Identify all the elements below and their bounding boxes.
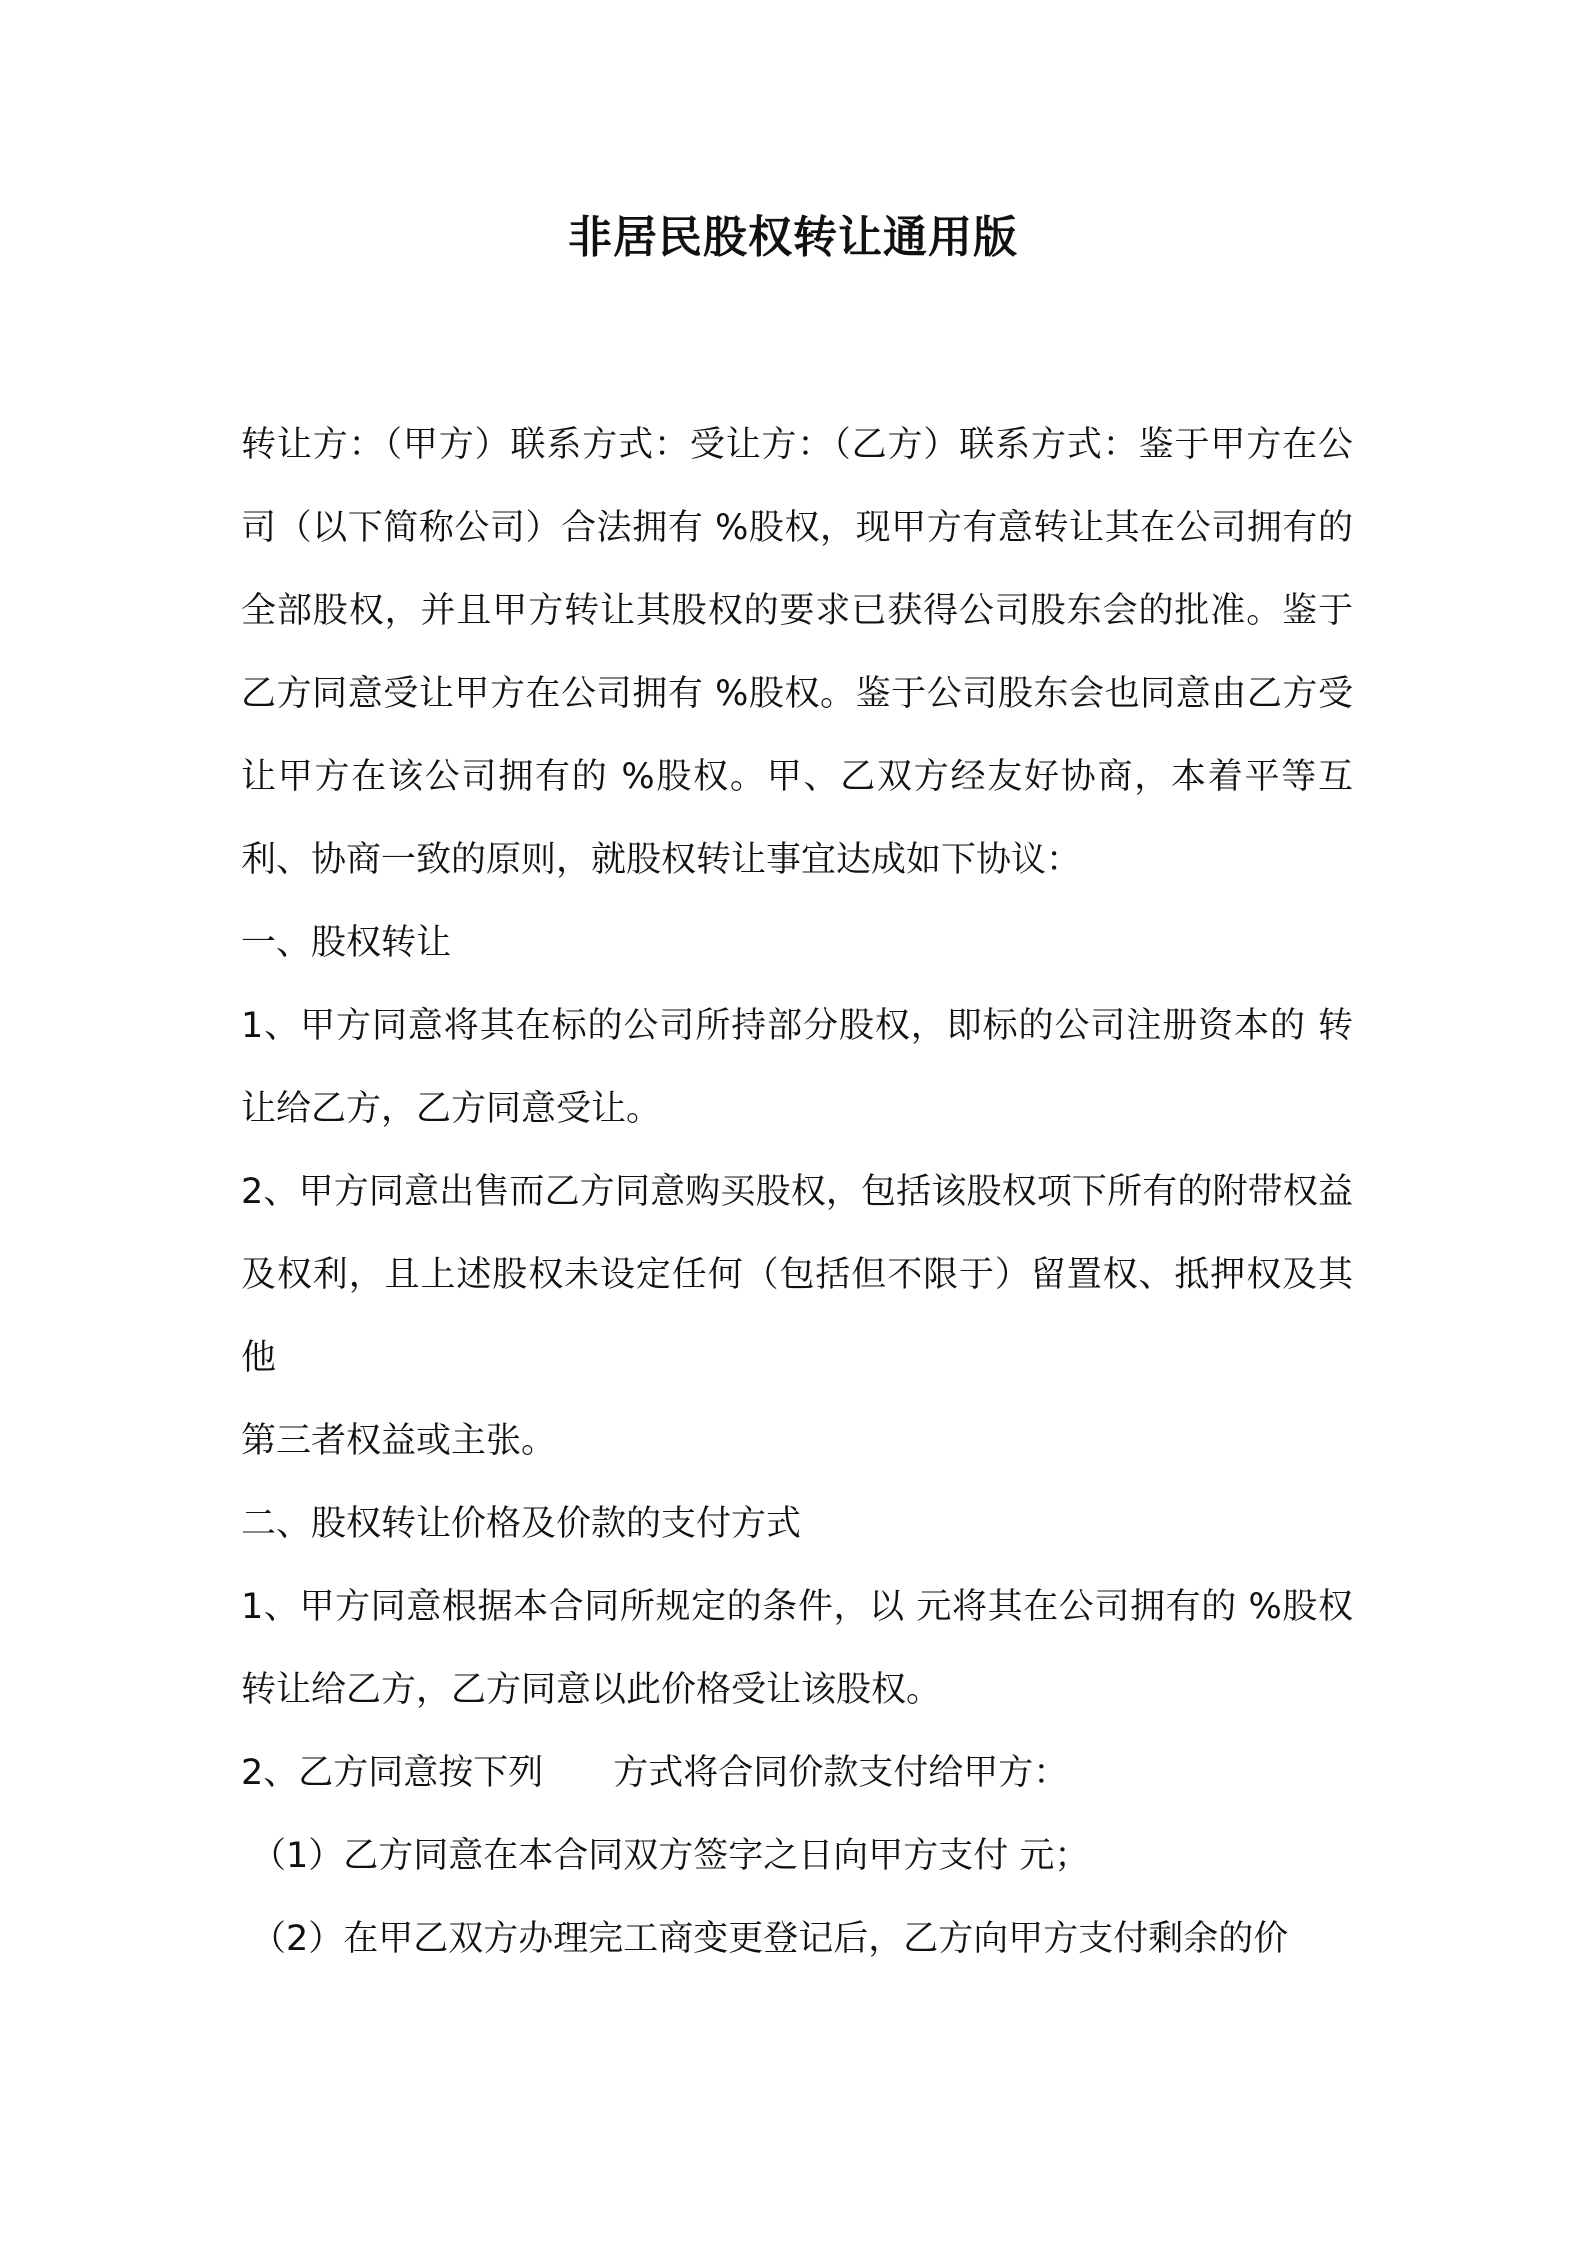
clause-2-1: 1、甲方同意根据本合同所规定的条件，以 元将其在公司拥有的 %股权转让给乙方，乙方同意以此价格受让该股权。 (241, 1587, 1353, 1710)
clause-1-1: 1、甲方同意将其在标的公司所持部分股权，即标的公司注册资本的 转让给乙方，乙方同意受让。 (241, 1006, 1353, 1129)
clause-2-2: 2、乙方同意按下列 方式将合同价款支付给甲方： (241, 1753, 1069, 1793)
section-heading-equity-transfer: 一、股权转让 (241, 923, 452, 963)
section-heading-price-payment: 二、股权转让价格及价款的支付方式 (241, 1504, 802, 1544)
document-body (241, 404, 1353, 1981)
document-title: 非居民股权转让通用版 (568, 212, 1018, 263)
clause-1-2-continued: 第三者权益或主张。 (241, 1421, 557, 1461)
clause-2-2-item-1: （1）乙方同意在本合同双方签字之日向甲方支付 元； (251, 1836, 1090, 1876)
clause-2-2-item-2: （2）在甲乙双方办理完工商变更登记后，乙方向甲方支付剩余的价 (251, 1919, 1289, 1959)
preamble-paragraph: 转让方：（甲方）联系方式：受让方：（乙方）联系方式：鉴于甲方在公司（以下简称公司）合法拥有 %股权，现甲方有意转让其在公司拥有的全部股权，并且甲方转让其股权的要求已获得公司股东会的批准。鉴于乙方同意受让甲方在公司拥有 %股权。鉴于公司股东会也同意由乙方受让甲方在该公司拥有的 %股权。甲、乙双方经友好协商，本着平等互利、协商一致的原则，就股权转让事宜达成如下协议： (241, 425, 1353, 880)
clause-1-2: 2、甲方同意出售而乙方同意购买股权，包括该股权项下所有的附带权益及权利，且上述股权未设定任何（包括但不限于）留置权、抵押权及其他 (241, 1172, 1353, 1378)
